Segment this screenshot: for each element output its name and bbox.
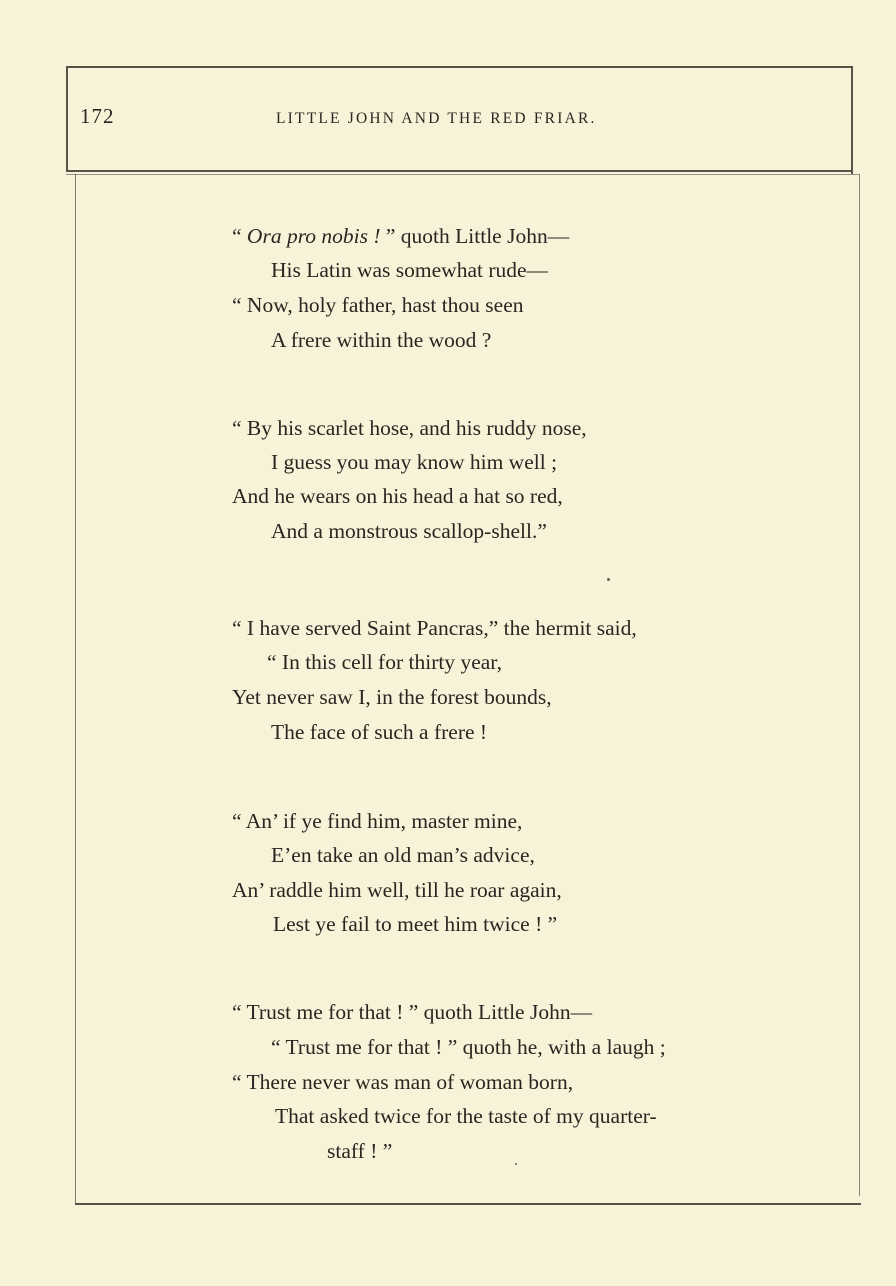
- stanza-5-line-2: “ Trust me for that ! ” quoth he, with a laugh ;: [271, 1035, 666, 1059]
- header-right-rule: [851, 66, 853, 174]
- stanza-5-line-4: That asked twice for the taste of my quarter-: [275, 1104, 657, 1128]
- stanza-4-line-2: E’en take an old man’s advice,: [271, 843, 535, 867]
- stanza-2-line-3: And he wears on his head a hat so red,: [232, 484, 563, 508]
- header-left-rule: [66, 66, 68, 170]
- running-title: LITTLE JOHN AND THE RED FRIAR.: [276, 110, 597, 127]
- body-right-rule: [859, 174, 860, 1196]
- stanza-3-line-2: “ In this cell for thirty year,: [267, 650, 502, 674]
- stanza-2-line-1: “ By his scarlet hose, and his ruddy nose,: [232, 416, 587, 440]
- stanza-1-line-3: “ Now, holy father, hast thou seen: [232, 293, 524, 317]
- body-left-rule: [75, 174, 76, 1204]
- stanza-3-line-3: Yet never saw I, in the forest bounds,: [232, 685, 552, 709]
- stanza-2-line-2: I guess you may know him well ;: [271, 450, 558, 474]
- stanza-5-line-1: “ Trust me for that ! ” quoth Little John—: [232, 1000, 593, 1024]
- stanza-1-line-4: A frere within the wood ?: [271, 328, 492, 352]
- ink-speck: [607, 578, 610, 581]
- stanza-5-line-5: staff ! ”: [327, 1139, 393, 1163]
- stanza-4-line-3: An’ raddle him well, till he roar again,: [232, 878, 562, 902]
- page-number: 172: [80, 104, 115, 128]
- stanza-4-line-4: Lest ye fail to meet him twice ! ”: [273, 912, 558, 936]
- stanza-5-line-3: “ There never was man of woman born,: [232, 1070, 574, 1094]
- stanza-3-line-1: “ I have served Saint Pancras,” the hermit said,: [232, 616, 637, 640]
- stanza-1-line-2: His Latin was somewhat rude—: [271, 258, 549, 282]
- stanza-2-line-4: And a monstrous scallop-shell.”: [271, 519, 547, 543]
- body-bottom-rule: [75, 1203, 861, 1205]
- header-top-rule: [66, 66, 852, 68]
- header-bottom-rule: [66, 170, 852, 172]
- body-top-rule: [66, 174, 859, 175]
- stanza-4-line-1: “ An’ if ye find him, master mine,: [232, 809, 523, 833]
- ink-speck: [515, 1163, 517, 1165]
- stanza-3-line-4: The face of such a frere !: [271, 720, 488, 744]
- stanza-1-line-1: “ Ora pro nobis ! ” quoth Little John—: [232, 224, 570, 248]
